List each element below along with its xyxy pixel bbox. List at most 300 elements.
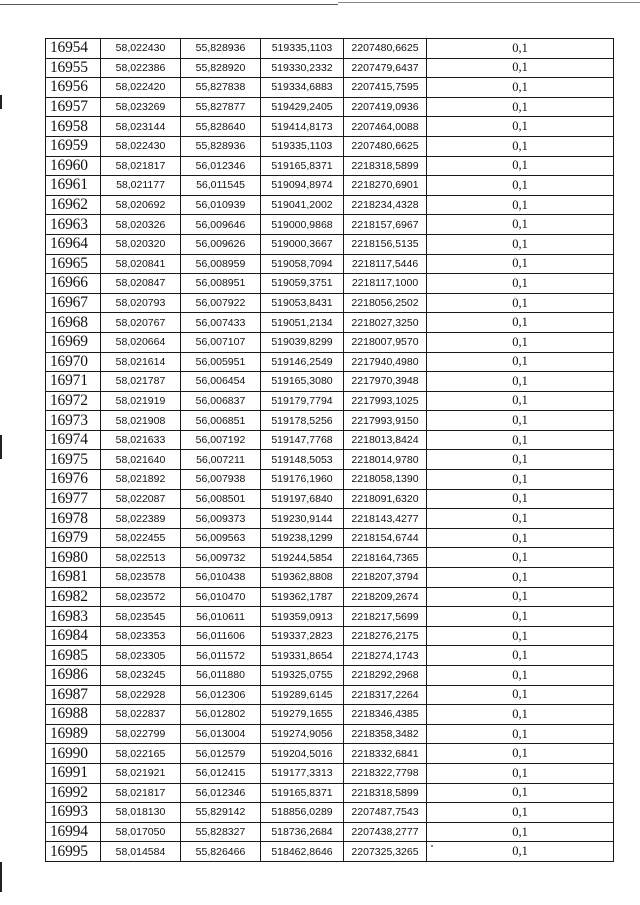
point-number-cell: 16995 bbox=[46, 842, 101, 862]
point-number-cell: 16977 bbox=[46, 489, 101, 509]
table-row bbox=[46, 646, 614, 666]
y-coordinate-cell: 2218027,3250 bbox=[344, 313, 427, 333]
x-coordinate-cell: 519362,8808 bbox=[261, 568, 344, 588]
latitude-cell: 58,021919 bbox=[101, 391, 181, 411]
accuracy-cell: 0,1 bbox=[427, 783, 614, 803]
latitude-cell: 58,021817 bbox=[101, 156, 181, 176]
latitude-cell: 58,021177 bbox=[101, 176, 181, 196]
table-row bbox=[46, 450, 614, 470]
table-row bbox=[46, 176, 614, 196]
table-row bbox=[46, 568, 614, 588]
point-number-cell: 16974 bbox=[46, 430, 101, 450]
y-coordinate-cell: 2218270,6901 bbox=[344, 176, 427, 196]
latitude-cell: 58,023305 bbox=[101, 646, 181, 666]
latitude-cell: 58,017050 bbox=[101, 822, 181, 842]
point-number-cell: 16963 bbox=[46, 215, 101, 235]
latitude-cell: 58,021817 bbox=[101, 783, 181, 803]
latitude-cell: 58,021921 bbox=[101, 763, 181, 783]
y-coordinate-cell: 2218056,2502 bbox=[344, 293, 427, 313]
latitude-cell: 58,021614 bbox=[101, 352, 181, 372]
y-coordinate-cell: 2207415,7595 bbox=[344, 78, 427, 98]
table-row bbox=[46, 685, 614, 705]
point-number-cell: 16959 bbox=[46, 136, 101, 156]
longitude-cell: 56,009373 bbox=[181, 509, 261, 529]
table-row bbox=[46, 411, 614, 431]
scan-top-rule bbox=[0, 0, 338, 5]
latitude-cell: 58,022799 bbox=[101, 724, 181, 744]
accuracy-cell: 0,1 bbox=[427, 39, 614, 59]
x-coordinate-cell: 519179,7794 bbox=[261, 391, 344, 411]
accuracy-cell: 0,1 bbox=[427, 528, 614, 548]
longitude-cell: 56,007922 bbox=[181, 293, 261, 313]
longitude-cell: 56,007211 bbox=[181, 450, 261, 470]
table-row bbox=[46, 528, 614, 548]
accuracy-cell: 0,1 bbox=[427, 724, 614, 744]
latitude-cell: 58,020692 bbox=[101, 195, 181, 215]
accuracy-cell: 0,1 bbox=[427, 763, 614, 783]
x-coordinate-cell: 519414,8173 bbox=[261, 117, 344, 137]
table-row bbox=[46, 509, 614, 529]
longitude-cell: 56,008501 bbox=[181, 489, 261, 509]
accuracy-cell: 0,1 bbox=[427, 156, 614, 176]
longitude-cell: 55,829142 bbox=[181, 803, 261, 823]
latitude-cell: 58,023572 bbox=[101, 587, 181, 607]
table-row bbox=[46, 136, 614, 156]
y-coordinate-cell: 2207464,0088 bbox=[344, 117, 427, 137]
longitude-cell: 56,008959 bbox=[181, 254, 261, 274]
y-coordinate-cell: 2207479,6437 bbox=[344, 58, 427, 78]
accuracy-cell: 0,1 bbox=[427, 411, 614, 431]
accuracy-cell: 0,1 bbox=[427, 234, 614, 254]
x-coordinate-cell: 519331,8654 bbox=[261, 646, 344, 666]
accuracy-cell: 0,1 bbox=[427, 430, 614, 450]
point-number-cell: 16983 bbox=[46, 607, 101, 627]
table-row bbox=[46, 293, 614, 313]
point-number-cell: 16990 bbox=[46, 744, 101, 764]
y-coordinate-cell: 2207480,6625 bbox=[344, 39, 427, 59]
point-number-cell: 16970 bbox=[46, 352, 101, 372]
coordinate-table-body bbox=[46, 39, 614, 862]
longitude-cell: 56,006454 bbox=[181, 372, 261, 392]
latitude-cell: 58,022455 bbox=[101, 528, 181, 548]
longitude-cell: 56,010470 bbox=[181, 587, 261, 607]
table-row bbox=[46, 195, 614, 215]
longitude-cell: 56,011545 bbox=[181, 176, 261, 196]
y-coordinate-cell: 2218157,6967 bbox=[344, 215, 427, 235]
x-coordinate-cell: 519230,9144 bbox=[261, 509, 344, 529]
table-row bbox=[46, 548, 614, 568]
x-coordinate-cell: 518856,0289 bbox=[261, 803, 344, 823]
y-coordinate-cell: 2207438,2777 bbox=[344, 822, 427, 842]
longitude-cell: 56,012346 bbox=[181, 783, 261, 803]
longitude-cell: 56,007433 bbox=[181, 313, 261, 333]
accuracy-cell: 0,1 bbox=[427, 195, 614, 215]
y-coordinate-cell: 2218156,5135 bbox=[344, 234, 427, 254]
accuracy-cell: 0,1 bbox=[427, 58, 614, 78]
point-number-cell: 16993 bbox=[46, 803, 101, 823]
latitude-cell: 58,014584 bbox=[101, 842, 181, 862]
longitude-cell: 56,013004 bbox=[181, 724, 261, 744]
table-row bbox=[46, 607, 614, 627]
longitude-cell: 55,827877 bbox=[181, 97, 261, 117]
x-coordinate-cell: 519325,0755 bbox=[261, 666, 344, 686]
point-number-cell: 16966 bbox=[46, 274, 101, 294]
table-row bbox=[46, 430, 614, 450]
longitude-cell: 56,005951 bbox=[181, 352, 261, 372]
latitude-cell: 58,020320 bbox=[101, 234, 181, 254]
point-number-cell: 16976 bbox=[46, 470, 101, 490]
scan-margin-mark bbox=[0, 435, 2, 459]
latitude-cell: 58,022420 bbox=[101, 78, 181, 98]
table-row bbox=[46, 313, 614, 333]
x-coordinate-cell: 518462,8646 bbox=[261, 842, 344, 862]
x-coordinate-cell: 519059,3751 bbox=[261, 274, 344, 294]
x-coordinate-cell: 519274,9056 bbox=[261, 724, 344, 744]
x-coordinate-cell: 519041,2002 bbox=[261, 195, 344, 215]
y-coordinate-cell: 2218332,6841 bbox=[344, 744, 427, 764]
point-number-cell: 16988 bbox=[46, 705, 101, 725]
x-coordinate-cell: 518736,2684 bbox=[261, 822, 344, 842]
y-coordinate-cell: 2207419,0936 bbox=[344, 97, 427, 117]
point-number-cell: 16980 bbox=[46, 548, 101, 568]
y-coordinate-cell: 2218317,2264 bbox=[344, 685, 427, 705]
table-row bbox=[46, 763, 614, 783]
longitude-cell: 55,826466 bbox=[181, 842, 261, 862]
latitude-cell: 58,022386 bbox=[101, 58, 181, 78]
x-coordinate-cell: 519330,2332 bbox=[261, 58, 344, 78]
latitude-cell: 58,021892 bbox=[101, 470, 181, 490]
point-number-cell: 16985 bbox=[46, 646, 101, 666]
table-row bbox=[46, 724, 614, 744]
longitude-cell: 55,828640 bbox=[181, 117, 261, 137]
y-coordinate-cell: 2218292,2968 bbox=[344, 666, 427, 686]
table-row bbox=[46, 803, 614, 823]
x-coordinate-cell: 519238,1299 bbox=[261, 528, 344, 548]
y-coordinate-cell: 2218058,1390 bbox=[344, 470, 427, 490]
x-coordinate-cell: 519279,1655 bbox=[261, 705, 344, 725]
point-number-cell: 16969 bbox=[46, 332, 101, 352]
table-row bbox=[46, 234, 614, 254]
longitude-cell: 56,007107 bbox=[181, 332, 261, 352]
table-row bbox=[46, 97, 614, 117]
point-number-cell: 16987 bbox=[46, 685, 101, 705]
accuracy-cell: 0,1 bbox=[427, 391, 614, 411]
y-coordinate-cell: 2218164,7365 bbox=[344, 548, 427, 568]
latitude-cell: 58,021908 bbox=[101, 411, 181, 431]
accuracy-cell: 0,1 bbox=[427, 176, 614, 196]
x-coordinate-cell: 519359,0913 bbox=[261, 607, 344, 627]
longitude-cell: 56,006837 bbox=[181, 391, 261, 411]
x-coordinate-cell: 519197,6840 bbox=[261, 489, 344, 509]
point-number-cell: 16965 bbox=[46, 254, 101, 274]
x-coordinate-cell: 519039,8299 bbox=[261, 332, 344, 352]
latitude-cell: 58,023545 bbox=[101, 607, 181, 627]
longitude-cell: 56,012579 bbox=[181, 744, 261, 764]
x-coordinate-cell: 519094,8974 bbox=[261, 176, 344, 196]
accuracy-cell: 0,1 bbox=[427, 489, 614, 509]
y-coordinate-cell: 2217993,9150 bbox=[344, 411, 427, 431]
longitude-cell: 56,012306 bbox=[181, 685, 261, 705]
point-number-cell: 16975 bbox=[46, 450, 101, 470]
table-row bbox=[46, 626, 614, 646]
longitude-cell: 56,011606 bbox=[181, 626, 261, 646]
point-number-cell: 16991 bbox=[46, 763, 101, 783]
point-number-cell: 16967 bbox=[46, 293, 101, 313]
point-number-cell: 16972 bbox=[46, 391, 101, 411]
table-row bbox=[46, 352, 614, 372]
scan-margin-mark bbox=[0, 862, 2, 892]
accuracy-cell: 0,1 bbox=[427, 332, 614, 352]
point-number-cell: 16955 bbox=[46, 58, 101, 78]
accuracy-cell: 0,1 bbox=[427, 274, 614, 294]
latitude-cell: 58,023245 bbox=[101, 666, 181, 686]
y-coordinate-cell: 2218217,5699 bbox=[344, 607, 427, 627]
table-row bbox=[46, 822, 614, 842]
accuracy-cell: 0,1 bbox=[427, 666, 614, 686]
longitude-cell: 56,012415 bbox=[181, 763, 261, 783]
y-coordinate-cell: 2218274,1743 bbox=[344, 646, 427, 666]
accuracy-cell: 0,1 bbox=[427, 450, 614, 470]
accuracy-cell: 0,1 bbox=[427, 587, 614, 607]
longitude-cell: 56,009626 bbox=[181, 234, 261, 254]
y-coordinate-cell: 2218234,4328 bbox=[344, 195, 427, 215]
table-row bbox=[46, 666, 614, 686]
x-coordinate-cell: 519337,2823 bbox=[261, 626, 344, 646]
latitude-cell: 58,021640 bbox=[101, 450, 181, 470]
point-number-cell: 16957 bbox=[46, 97, 101, 117]
latitude-cell: 58,020767 bbox=[101, 313, 181, 333]
x-coordinate-cell: 519051,2134 bbox=[261, 313, 344, 333]
table-row bbox=[46, 744, 614, 764]
latitude-cell: 58,022837 bbox=[101, 705, 181, 725]
accuracy-cell: 0,1 bbox=[427, 744, 614, 764]
point-number-cell: 16989 bbox=[46, 724, 101, 744]
latitude-cell: 58,022430 bbox=[101, 136, 181, 156]
table-row bbox=[46, 274, 614, 294]
point-number-cell: 16994 bbox=[46, 822, 101, 842]
y-coordinate-cell: 2218322,7798 bbox=[344, 763, 427, 783]
latitude-cell: 58,020664 bbox=[101, 332, 181, 352]
x-coordinate-cell: 519204,5016 bbox=[261, 744, 344, 764]
longitude-cell: 56,007192 bbox=[181, 430, 261, 450]
table-row bbox=[46, 117, 614, 137]
y-coordinate-cell: 2207487,7543 bbox=[344, 803, 427, 823]
table-row bbox=[46, 372, 614, 392]
y-coordinate-cell: 2218207,3794 bbox=[344, 568, 427, 588]
x-coordinate-cell: 519053,8431 bbox=[261, 293, 344, 313]
longitude-cell: 56,010611 bbox=[181, 607, 261, 627]
point-number-cell: 16961 bbox=[46, 176, 101, 196]
latitude-cell: 58,023578 bbox=[101, 568, 181, 588]
latitude-cell: 58,020793 bbox=[101, 293, 181, 313]
accuracy-cell: 0,1 bbox=[427, 117, 614, 137]
x-coordinate-cell: 519177,3313 bbox=[261, 763, 344, 783]
longitude-cell: 56,008951 bbox=[181, 274, 261, 294]
accuracy-cell: 0,1 bbox=[427, 78, 614, 98]
accuracy-cell: 0,1 bbox=[427, 136, 614, 156]
latitude-cell: 58,020326 bbox=[101, 215, 181, 235]
y-coordinate-cell: 2218013,8424 bbox=[344, 430, 427, 450]
latitude-cell: 58,022513 bbox=[101, 548, 181, 568]
table-row bbox=[46, 842, 614, 862]
y-coordinate-cell: 2207325,3265 bbox=[344, 842, 427, 862]
x-coordinate-cell: 519335,1103 bbox=[261, 136, 344, 156]
longitude-cell: 55,828936 bbox=[181, 136, 261, 156]
x-coordinate-cell: 519335,1103 bbox=[261, 39, 344, 59]
y-coordinate-cell: 2217970,3948 bbox=[344, 372, 427, 392]
latitude-cell: 58,018130 bbox=[101, 803, 181, 823]
table-row bbox=[46, 78, 614, 98]
accuracy-cell: 0,1 bbox=[427, 97, 614, 117]
point-number-cell: 16962 bbox=[46, 195, 101, 215]
x-coordinate-cell: 519148,5053 bbox=[261, 450, 344, 470]
point-number-cell: 16978 bbox=[46, 509, 101, 529]
point-number-cell: 16979 bbox=[46, 528, 101, 548]
accuracy-cell: 0,1 bbox=[427, 803, 614, 823]
table-row bbox=[46, 783, 614, 803]
accuracy-cell: 0,1 bbox=[427, 509, 614, 529]
latitude-cell: 58,023269 bbox=[101, 97, 181, 117]
latitude-cell: 58,022928 bbox=[101, 685, 181, 705]
accuracy-cell: 0,1 bbox=[427, 293, 614, 313]
longitude-cell: 56,010939 bbox=[181, 195, 261, 215]
longitude-cell: 56,011880 bbox=[181, 666, 261, 686]
y-coordinate-cell: 2218154,6744 bbox=[344, 528, 427, 548]
point-number-cell: 16973 bbox=[46, 411, 101, 431]
x-coordinate-cell: 519165,3080 bbox=[261, 372, 344, 392]
longitude-cell: 56,009563 bbox=[181, 528, 261, 548]
point-number-cell: 16971 bbox=[46, 372, 101, 392]
accuracy-cell: 0,1 bbox=[427, 215, 614, 235]
table-row bbox=[46, 705, 614, 725]
latitude-cell: 58,020841 bbox=[101, 254, 181, 274]
x-coordinate-cell: 519176,1960 bbox=[261, 470, 344, 490]
scan-margin-mark bbox=[0, 95, 2, 109]
document-page bbox=[45, 38, 614, 862]
y-coordinate-cell: 2218143,4277 bbox=[344, 509, 427, 529]
accuracy-cell: 0,1 bbox=[427, 352, 614, 372]
table-row bbox=[46, 254, 614, 274]
y-coordinate-cell: 2218014,9780 bbox=[344, 450, 427, 470]
point-number-cell: 16982 bbox=[46, 587, 101, 607]
x-coordinate-cell: 519334,6883 bbox=[261, 78, 344, 98]
table-row bbox=[46, 332, 614, 352]
point-number-cell: 16986 bbox=[46, 666, 101, 686]
x-coordinate-cell: 519165,8371 bbox=[261, 783, 344, 803]
point-number-cell: 16954 bbox=[46, 39, 101, 59]
point-number-cell: 16964 bbox=[46, 234, 101, 254]
longitude-cell: 56,012802 bbox=[181, 705, 261, 725]
latitude-cell: 58,022087 bbox=[101, 489, 181, 509]
point-number-cell: 16992 bbox=[46, 783, 101, 803]
y-coordinate-cell: 2217993,1025 bbox=[344, 391, 427, 411]
y-coordinate-cell: 2218346,4385 bbox=[344, 705, 427, 725]
latitude-cell: 58,023144 bbox=[101, 117, 181, 137]
y-coordinate-cell: 2218318,5899 bbox=[344, 783, 427, 803]
x-coordinate-cell: 519147,7768 bbox=[261, 430, 344, 450]
x-coordinate-cell: 519244,5854 bbox=[261, 548, 344, 568]
latitude-cell: 58,021787 bbox=[101, 372, 181, 392]
x-coordinate-cell: 519000,9868 bbox=[261, 215, 344, 235]
point-number-cell: 16984 bbox=[46, 626, 101, 646]
longitude-cell: 55,828327 bbox=[181, 822, 261, 842]
longitude-cell: 55,828936 bbox=[181, 39, 261, 59]
longitude-cell: 55,827838 bbox=[181, 78, 261, 98]
scan-speck bbox=[431, 845, 433, 847]
coordinate-table bbox=[45, 38, 614, 862]
accuracy-cell: 0,1 bbox=[427, 626, 614, 646]
y-coordinate-cell: 2218091,6320 bbox=[344, 489, 427, 509]
accuracy-cell: 0,1 bbox=[427, 822, 614, 842]
longitude-cell: 55,828920 bbox=[181, 58, 261, 78]
y-coordinate-cell: 2217940,4980 bbox=[344, 352, 427, 372]
accuracy-cell: 0,1 bbox=[427, 607, 614, 627]
longitude-cell: 56,006851 bbox=[181, 411, 261, 431]
point-number-cell: 16981 bbox=[46, 568, 101, 588]
latitude-cell: 58,021633 bbox=[101, 430, 181, 450]
point-number-cell: 16960 bbox=[46, 156, 101, 176]
table-row bbox=[46, 58, 614, 78]
y-coordinate-cell: 2218318,5899 bbox=[344, 156, 427, 176]
point-number-cell: 16956 bbox=[46, 78, 101, 98]
accuracy-cell: 0,1 bbox=[427, 705, 614, 725]
accuracy-cell: 0,1 bbox=[427, 842, 614, 862]
y-coordinate-cell: 2218209,2674 bbox=[344, 587, 427, 607]
table-row bbox=[46, 39, 614, 59]
x-coordinate-cell: 519289,6145 bbox=[261, 685, 344, 705]
longitude-cell: 56,009646 bbox=[181, 215, 261, 235]
accuracy-cell: 0,1 bbox=[427, 548, 614, 568]
x-coordinate-cell: 519178,5256 bbox=[261, 411, 344, 431]
y-coordinate-cell: 2218276,2175 bbox=[344, 626, 427, 646]
y-coordinate-cell: 2207480,6625 bbox=[344, 136, 427, 156]
latitude-cell: 58,022165 bbox=[101, 744, 181, 764]
point-number-cell: 16968 bbox=[46, 313, 101, 333]
latitude-cell: 58,023353 bbox=[101, 626, 181, 646]
longitude-cell: 56,007938 bbox=[181, 470, 261, 490]
x-coordinate-cell: 519165,8371 bbox=[261, 156, 344, 176]
latitude-cell: 58,022430 bbox=[101, 39, 181, 59]
accuracy-cell: 0,1 bbox=[427, 685, 614, 705]
latitude-cell: 58,022389 bbox=[101, 509, 181, 529]
x-coordinate-cell: 519058,7094 bbox=[261, 254, 344, 274]
x-coordinate-cell: 519146,2549 bbox=[261, 352, 344, 372]
y-coordinate-cell: 2218358,3482 bbox=[344, 724, 427, 744]
longitude-cell: 56,012346 bbox=[181, 156, 261, 176]
accuracy-cell: 0,1 bbox=[427, 470, 614, 490]
latitude-cell: 58,020847 bbox=[101, 274, 181, 294]
x-coordinate-cell: 519000,3667 bbox=[261, 234, 344, 254]
accuracy-cell: 0,1 bbox=[427, 254, 614, 274]
longitude-cell: 56,010438 bbox=[181, 568, 261, 588]
table-row bbox=[46, 489, 614, 509]
y-coordinate-cell: 2218117,5446 bbox=[344, 254, 427, 274]
accuracy-cell: 0,1 bbox=[427, 313, 614, 333]
table-row bbox=[46, 470, 614, 490]
table-row bbox=[46, 391, 614, 411]
accuracy-cell: 0,1 bbox=[427, 568, 614, 588]
accuracy-cell: 0,1 bbox=[427, 372, 614, 392]
y-coordinate-cell: 2218117,1000 bbox=[344, 274, 427, 294]
table-row bbox=[46, 587, 614, 607]
table-row bbox=[46, 156, 614, 176]
x-coordinate-cell: 519429,2405 bbox=[261, 97, 344, 117]
accuracy-cell: 0,1 bbox=[427, 646, 614, 666]
longitude-cell: 56,009732 bbox=[181, 548, 261, 568]
point-number-cell: 16958 bbox=[46, 117, 101, 137]
table-row bbox=[46, 215, 614, 235]
y-coordinate-cell: 2218007,9570 bbox=[344, 332, 427, 352]
